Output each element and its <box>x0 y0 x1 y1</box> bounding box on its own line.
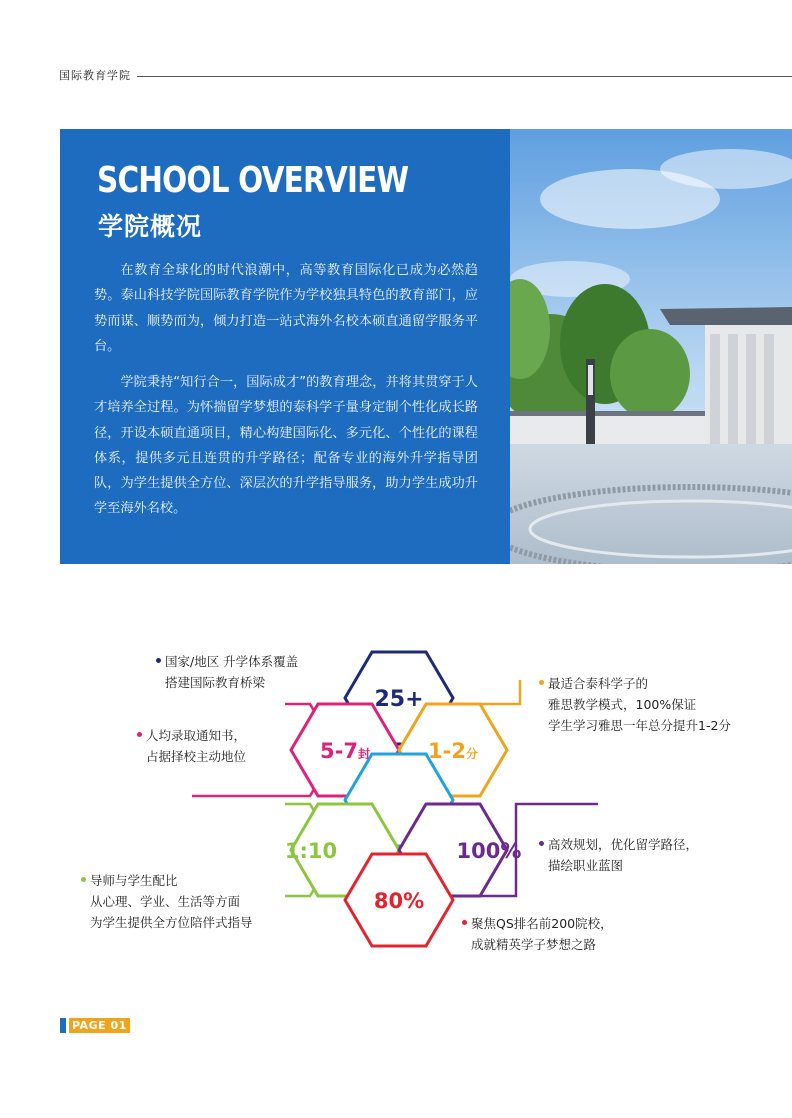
feature-qs-ranking: 聚焦QS排名前200院校， 成就精英学子梦想之路 <box>462 913 613 955</box>
feature-countries: 国家/地区 升学体系覆盖 搭建国际教育桥梁 <box>156 651 298 693</box>
campus-photo <box>510 129 792 564</box>
bullet-dot <box>81 877 86 882</box>
overview-title-cn: 学院概况 <box>98 212 203 241</box>
stats-diagram <box>0 600 792 1000</box>
bullet-dot <box>462 920 467 925</box>
overview-paragraph-2: 学院秉持“知行合一，国际成才”的教育理念，并将其贯穿于人才培养全过程。为怀揣留学梦想的泰科学子量身定制个性化成长路径，开设本硕直通项目，精心构建国际化、多元化、个性化的课程体系，提供多元且连贯的升学路径；配备专业的海外升学指导团队，为学生提供全方位、深层次的升学指导服务，助力学生成功升学至海外名校。 <box>94 375 478 517</box>
stat-right-upper-num: 1-2 <box>428 739 466 763</box>
overview-title-en: SCHOOL OVERVIEW <box>97 160 409 201</box>
header-rule <box>137 76 792 77</box>
page-number-tag: PAGE 01 <box>69 1018 130 1033</box>
stat-top: 25+ <box>374 687 424 712</box>
feature-ielts: 最适合泰科学子的 雅思教学模式，100%保证 学生学习雅思一年总分提升1-2分 <box>539 673 731 736</box>
stat-left-lower: 1:10 <box>284 839 338 863</box>
bullet-dot <box>539 680 544 685</box>
feature-offers: 人均录取通知书， 占据择校主动地位 <box>137 725 246 767</box>
overview-paragraph-1: 在教育全球化的时代浪潮中，高等教育国际化已成为必然趋势。泰山科技学院国际教育学院作为学校独具特色的教育部门，应势而谋、顺势而为，倾力打造一站式海外名校本硕直通留学服务平台。 <box>94 263 478 354</box>
stat-left-upper-num: 5-7 <box>320 739 358 763</box>
feature-mentor-ratio: 导师与学生配比 从心理、学业、生活等方面 为学生提供全方位陪伴式指导 <box>81 870 253 933</box>
bullet-dot <box>137 732 142 737</box>
stat-right-upper-unit: 分 <box>465 747 478 761</box>
stat-bottom: 80% <box>373 889 425 913</box>
footer-accent-bar <box>60 1018 66 1033</box>
feature-planning: 高效规划，优化留学路径， 描绘职业蓝图 <box>539 834 698 876</box>
stat-right-lower: 100% <box>456 839 522 863</box>
school-overview-panel <box>60 129 510 564</box>
header-label: 国际教育学院 <box>59 69 131 82</box>
bullet-dot <box>539 841 544 846</box>
stat-left-upper-unit: 封 <box>357 747 370 761</box>
bullet-dot <box>156 658 161 663</box>
